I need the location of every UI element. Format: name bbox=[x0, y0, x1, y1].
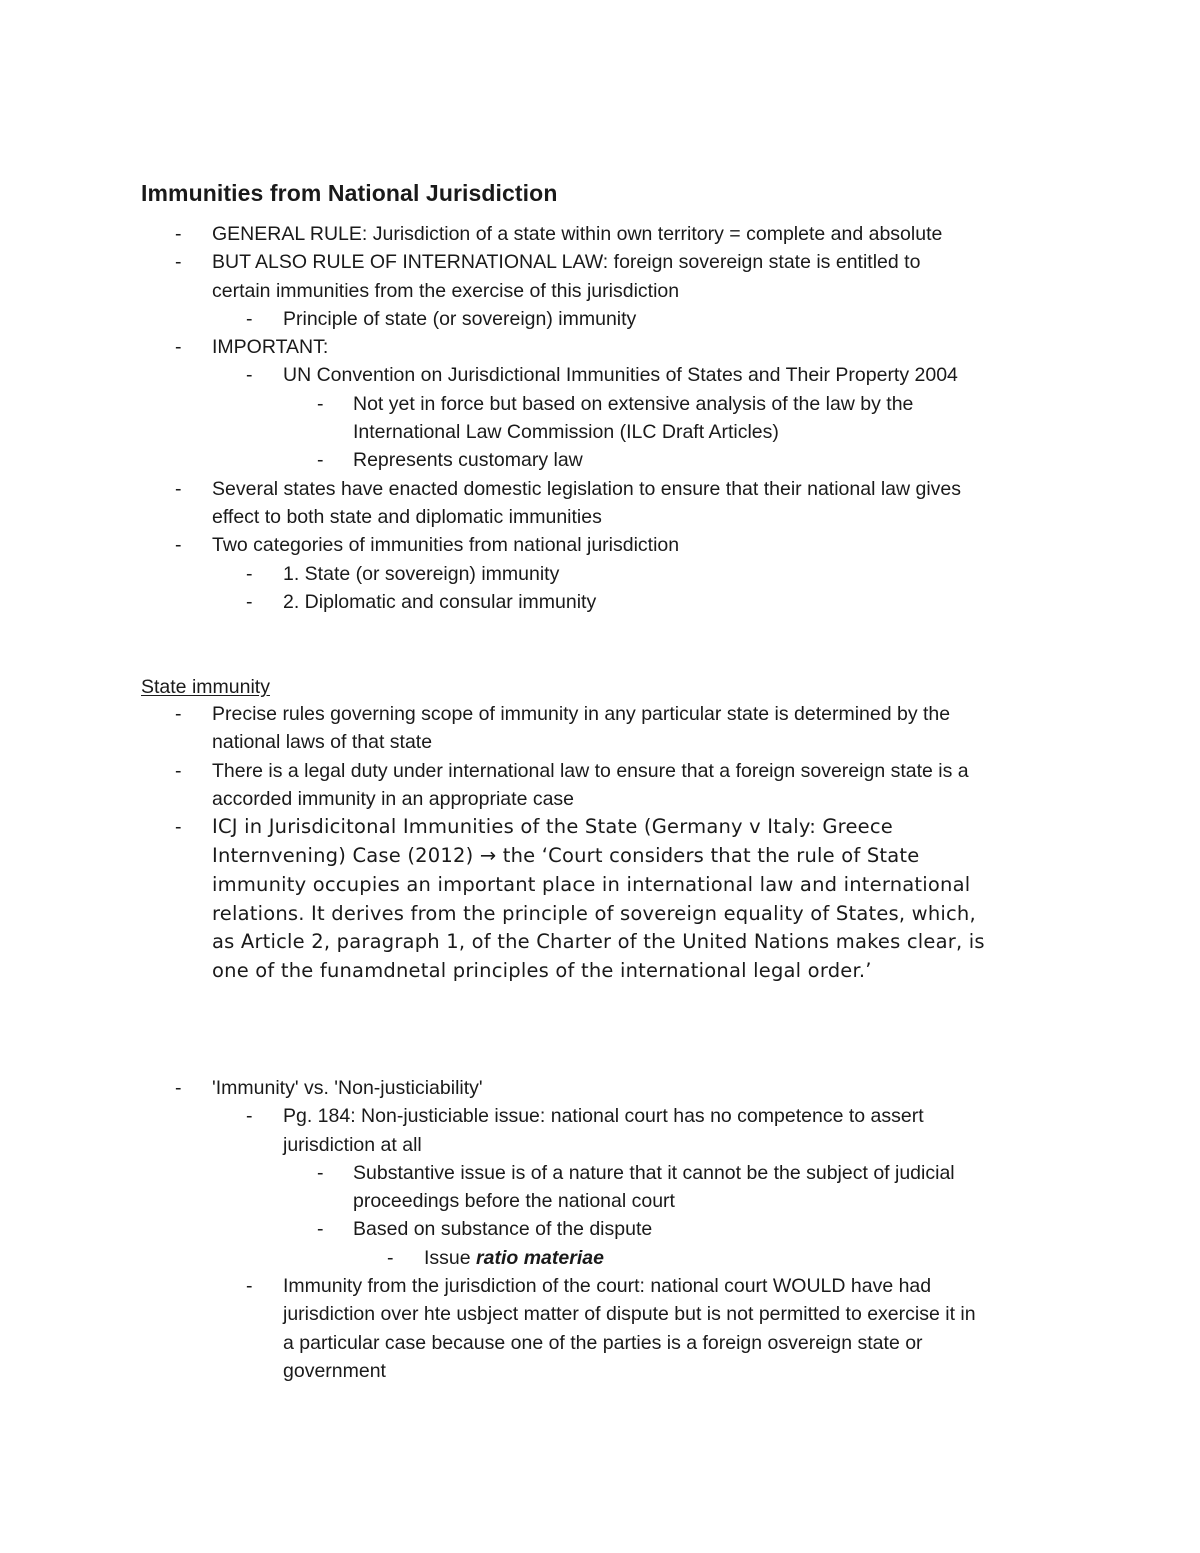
bullet-dash: - bbox=[246, 1105, 253, 1128]
icj-quote-item: - ICJ in Jurisdicitonal Immunities of the State (Germany v Italy: Greece Internvening) Case (2012) → the ‘Court considers that the rule of State immunity occupies an important place in international law and international relations. It derives from the principle of sovereign equality of States, which, as Article 2, paragraph 1, of the Charter of the United Nations makes clear, is one of the funamdnetal principles of the international legal order.’ bbox=[175, 815, 985, 983]
bullet-dash: - bbox=[317, 1218, 324, 1241]
list-item: - Two categories of immunities from national jurisdiction bbox=[0, 531, 1200, 559]
state-immunity-list bbox=[0, 700, 1200, 986]
bullet-dash: - bbox=[175, 703, 182, 725]
list-item: - 'Immunity' vs. 'Non-justiciability' bbox=[0, 1074, 1200, 1102]
justiciability-list bbox=[0, 1074, 1200, 1385]
bullet-dash: - bbox=[175, 816, 182, 839]
bullet-dash: - bbox=[175, 223, 182, 245]
list-item: - Represents customary law bbox=[0, 446, 1200, 474]
page-title: Immunities from National Jurisdiction bbox=[141, 180, 558, 206]
bullet-dash: - bbox=[317, 1161, 324, 1184]
bullet-dash: - bbox=[175, 336, 182, 359]
list-item: - Pg. 184: Non-justiciable issue: national court has no competence to assert jurisdiction at all bbox=[0, 1102, 1200, 1159]
list-item: - UN Convention on Jurisdictional Immunities of States and Their Property 2004 bbox=[0, 361, 1200, 389]
list-item: - 2. Diplomatic and consular immunity bbox=[0, 588, 1200, 616]
bullet-dash: - bbox=[387, 1246, 394, 1269]
list-item: - 1. State (or sovereign) immunity bbox=[0, 560, 1200, 588]
bullet-dash: - bbox=[246, 307, 253, 330]
list-item: - BUT ALSO RULE OF INTERNATIONAL LAW: foreign sovereign state is entitled to certain immunities from the exercise of this jurisdiction bbox=[0, 248, 1200, 305]
list-item: - Not yet in force but based on extensive analysis of the law by the International Law Commission (ILC Draft Articles) bbox=[0, 390, 1200, 447]
list-item: - There is a legal duty under international law to ensure that a foreign sovereign state is a accorded immunity in an appropriate case bbox=[0, 757, 1200, 814]
bullet-dash: - bbox=[317, 392, 324, 415]
section-heading-state-immunity: State immunity bbox=[141, 676, 270, 698]
list-item: - Immunity from the jurisdiction of the court: national court WOULD have had jurisdiction over hte usbject matter of dispute but is not permitted to exercise it in a particular case because one of the parties is a foreign osvereign state or government bbox=[0, 1272, 1200, 1385]
bullet-dash: - bbox=[246, 590, 253, 613]
list-item: - Substantive issue is of a nature that it cannot be the subject of judicial proceedings before the national court bbox=[0, 1159, 1200, 1216]
list-item: - IMPORTANT: bbox=[0, 333, 1200, 361]
bullet-dash: - bbox=[246, 1275, 253, 1298]
list-item: - Based on substance of the dispute bbox=[0, 1215, 1200, 1243]
list-item: - Several states have enacted domestic legislation to ensure that their national law gives effect to both state and diplomatic immunities bbox=[0, 475, 1200, 532]
bullet-dash: - bbox=[175, 477, 182, 500]
list-item: - GENERAL RULE: Jurisdiction of a state within own territory = complete and absolute bbox=[0, 220, 1200, 248]
emphasis-ratio-materiae: ratio materiae bbox=[476, 1246, 604, 1269]
list-item: - Precise rules governing scope of immunity in any particular state is determined by the national laws of that state bbox=[0, 700, 1200, 757]
bullet-dash: - bbox=[175, 759, 182, 782]
bullet-dash: - bbox=[246, 562, 253, 585]
list-item: - Principle of state (or sovereign) immunity bbox=[0, 305, 1200, 333]
bullet-dash: - bbox=[246, 364, 253, 387]
bullet-dash: - bbox=[175, 251, 182, 274]
bullet-dash: - bbox=[175, 534, 182, 557]
list-item: - Issue ratio materiae bbox=[0, 1244, 1200, 1272]
intro-list bbox=[0, 220, 1200, 616]
bullet-dash: - bbox=[317, 449, 324, 472]
bullet-dash: - bbox=[175, 1077, 182, 1099]
